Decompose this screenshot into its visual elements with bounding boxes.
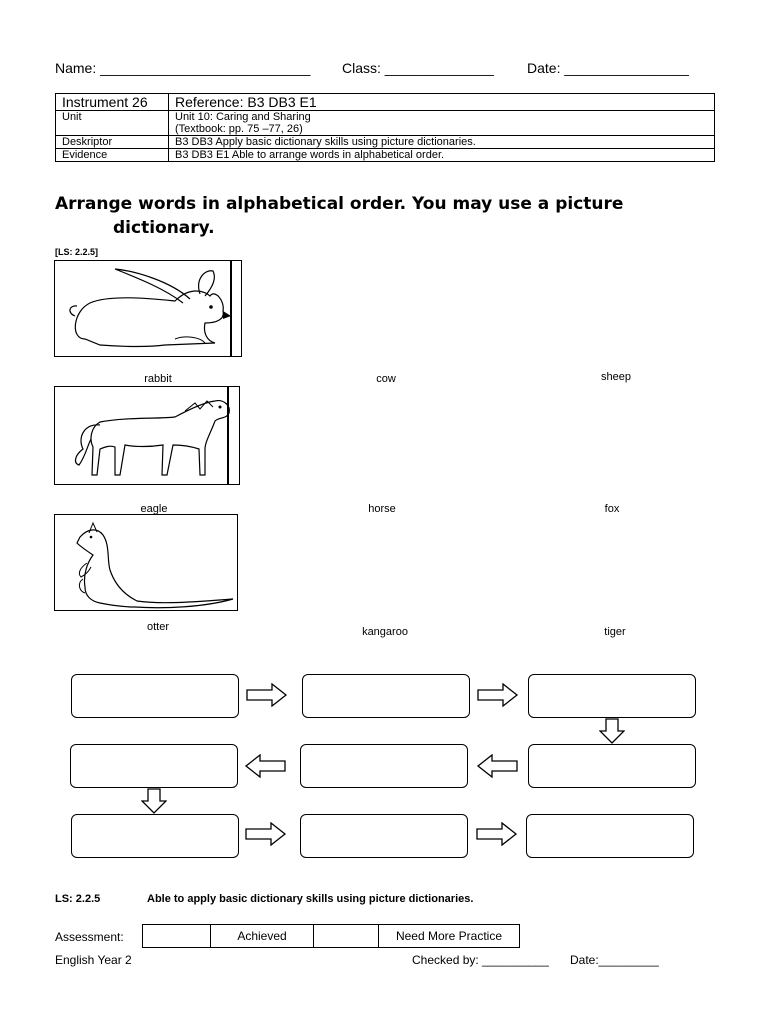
horse-picture <box>54 386 240 485</box>
footer-checked-by: Checked by: __________ <box>412 953 549 967</box>
answer-box-3[interactable] <box>528 674 696 718</box>
horse-icon <box>55 387 239 484</box>
rabbit-icon <box>55 261 241 356</box>
descriptor-value: B3 DB3 Apply basic dictionary skills using picture dictionaries. <box>169 136 715 149</box>
answer-box-5[interactable] <box>300 744 468 788</box>
instruction <box>55 192 715 240</box>
arrow-left-icon <box>244 754 286 778</box>
evidence-label: Evidence <box>56 149 169 162</box>
answer-box-6[interactable] <box>70 744 238 788</box>
answer-box-4[interactable] <box>528 744 696 788</box>
ls-code: LS: 2.2.5 <box>55 893 101 905</box>
ls-text: Able to apply basic dictionary skills using picture dictionaries. <box>147 893 474 905</box>
info-table <box>55 93 715 162</box>
instrument-cell: Instrument 26 <box>56 94 169 111</box>
word-sheep: sheep <box>601 371 631 383</box>
kangaroo-icon <box>55 515 237 610</box>
unit-value-line2: (Textbook: pp. 75 –77, 26) <box>175 123 303 135</box>
name-field: Name: ___________________________ <box>55 60 311 76</box>
rabbit-picture <box>54 260 242 357</box>
footer-subject: English Year 2 <box>55 953 132 967</box>
word-kangaroo: kangaroo <box>362 626 408 638</box>
instruction-line2: dictionary. <box>113 218 215 238</box>
descriptor-label: Deskriptor <box>56 136 169 149</box>
word-eagle: eagle <box>140 503 168 515</box>
unit-label: Unit <box>56 111 169 136</box>
instruction-line1: Arrange words in alphabetical order. You may use a picture <box>55 194 624 214</box>
arrow-right-icon <box>477 683 519 707</box>
assessment-label: Assessment: <box>55 930 124 944</box>
achieved-label: Achieved <box>211 925 314 948</box>
word-cow: cow <box>376 373 396 385</box>
assessment-table <box>142 924 520 948</box>
arrow-left-icon <box>476 754 518 778</box>
arrow-down-icon <box>599 718 625 744</box>
word-horse: horse <box>368 503 396 515</box>
answer-box-2[interactable] <box>302 674 470 718</box>
evidence-value: B3 DB3 E1 Able to arrange words in alphabetical order. <box>169 149 715 162</box>
date-field: Date: ________________ <box>527 60 689 76</box>
ls-tag: [LS: 2.2.5] <box>55 247 99 257</box>
arrow-right-icon <box>476 822 518 846</box>
answer-box-7[interactable] <box>71 814 239 858</box>
word-otter: otter <box>146 621 169 633</box>
arrow-down-icon <box>141 788 167 814</box>
word-rabbit: rabbit <box>144 373 172 385</box>
kangaroo-picture <box>54 514 238 611</box>
answer-box-1[interactable] <box>71 674 239 718</box>
need-more-checkbox[interactable] <box>314 925 379 948</box>
arrow-right-icon <box>246 683 288 707</box>
unit-value <box>169 111 715 136</box>
answer-box-8[interactable] <box>300 814 468 858</box>
need-more-label: Need More Practice <box>379 925 520 948</box>
answer-box-9[interactable] <box>526 814 694 858</box>
class-field: Class: ______________ <box>342 60 494 76</box>
ls-footer <box>55 893 473 905</box>
word-tiger: tiger <box>604 626 626 638</box>
word-fox: fox <box>604 503 620 515</box>
achieved-checkbox[interactable] <box>143 925 211 948</box>
arrow-right-icon <box>245 822 287 846</box>
reference-cell: Reference: B3 DB3 E1 <box>169 94 715 111</box>
footer-date: Date:_________ <box>570 953 659 967</box>
unit-value-line1: Unit 10: Caring and Sharing <box>175 111 311 123</box>
